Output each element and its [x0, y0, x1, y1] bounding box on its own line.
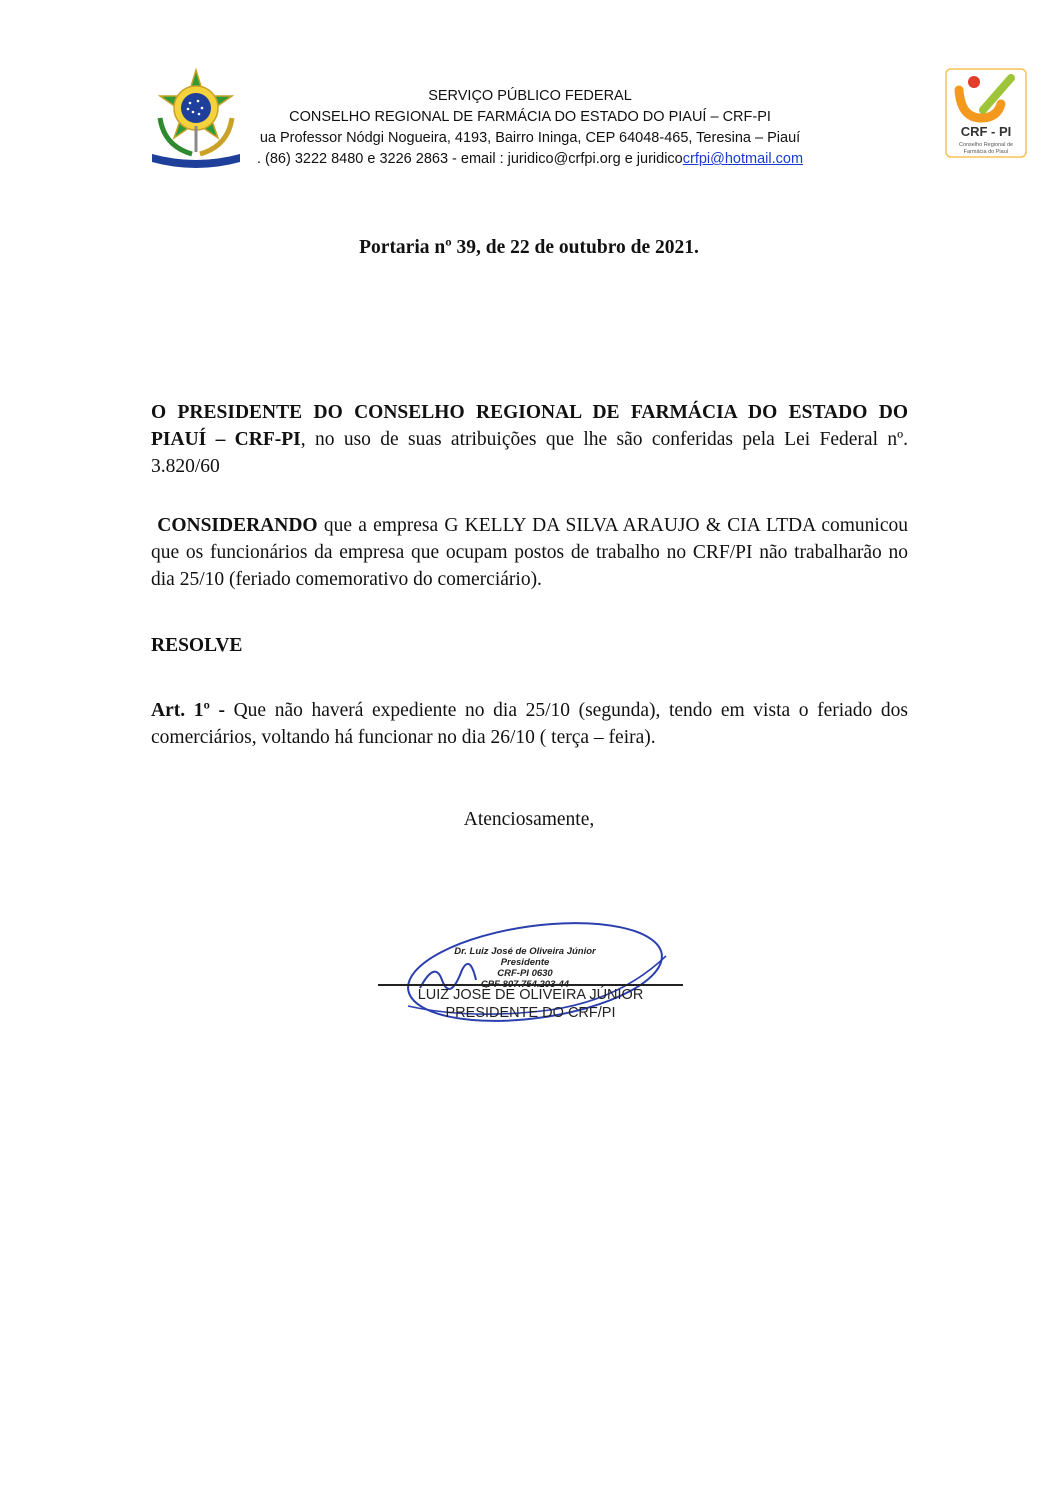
resolve-bold: RESOLVE — [151, 635, 243, 656]
preamble-bold: O PRESIDENTE DO CONSELHO REGIONAL DE FARMÁCIA DO ESTADO DO PIAUÍ – CRF-PI — [151, 402, 908, 450]
stamp-line-2: Presidente — [500, 957, 550, 968]
logo-subtitle-1: Conselho Regional de — [958, 142, 1014, 148]
logo-text: CRF - PI — [960, 124, 1012, 139]
paragraph-considerando — [151, 512, 908, 593]
signatory-role: PRESIDENTE DO CRF/PI — [445, 1005, 616, 1021]
signatory-name: LUIZ JOSÉ DE OLIVEIRA JÚNIOR — [417, 987, 644, 1003]
paragraph-preamble — [151, 399, 908, 480]
header-address: ua Professor Nódgi Nogueira, 4193, Bairro Ininga, CEP 64048-465, Teresina – Piauí — [259, 130, 801, 146]
header-council: CONSELHO REGIONAL DE FARMÁCIA DO ESTADO DO PIAUÍ – CRF-PI — [289, 109, 771, 125]
closing-text: Atenciosamente, — [463, 809, 595, 830]
considerando-text: que a empresa G KELLY DA SILVA ARAUJO & CIA LTDA comunicou que os funcionários da empresa que ocupam postos de trabalho no CRF/PI não trabalharão no dia 25/10 (feriado comemorativo do comerciário). — [151, 515, 909, 590]
header-contact-text: . (86) 3222 8480 e 3226 2863 - email : juridico@crfpi.org e juridico — [256, 151, 683, 167]
stamp-line-1: Dr. Luiz José de Oliveira Júnior — [454, 946, 596, 957]
document-title: Portaria nº 39, de 22 de outubro de 2021. — [359, 237, 699, 258]
signatory — [378, 986, 683, 1022]
paragraph-resolve — [151, 632, 908, 659]
article-1-text: Que não haverá expediente no dia 25/10 (segunda), tendo em vista o feriado dos comerciários, voltando há funcionar no dia 26/10 ( terça – feira). — [151, 700, 908, 748]
article-1-label: Art. 1º - — [151, 700, 225, 721]
letterhead — [230, 86, 830, 170]
preamble-text: , no uso de suas atribuições que lhe são conferidas pela Lei Federal nº. 3.820/60 — [151, 429, 908, 477]
email-link[interactable]: crfpi@hotmail.com — [682, 151, 804, 167]
logo-subtitle-2: Farmácia do Piauí — [963, 149, 1009, 155]
header-contact — [230, 149, 830, 170]
crf-pi-logo-icon — [945, 68, 1027, 158]
considerando-bold: CONSIDERANDO — [157, 515, 318, 536]
header-service: SERVIÇO PÚBLICO FEDERAL — [428, 88, 632, 104]
stamp-line-3: CRF-PI 0630 — [497, 968, 553, 979]
paragraph-article-1 — [151, 697, 908, 751]
